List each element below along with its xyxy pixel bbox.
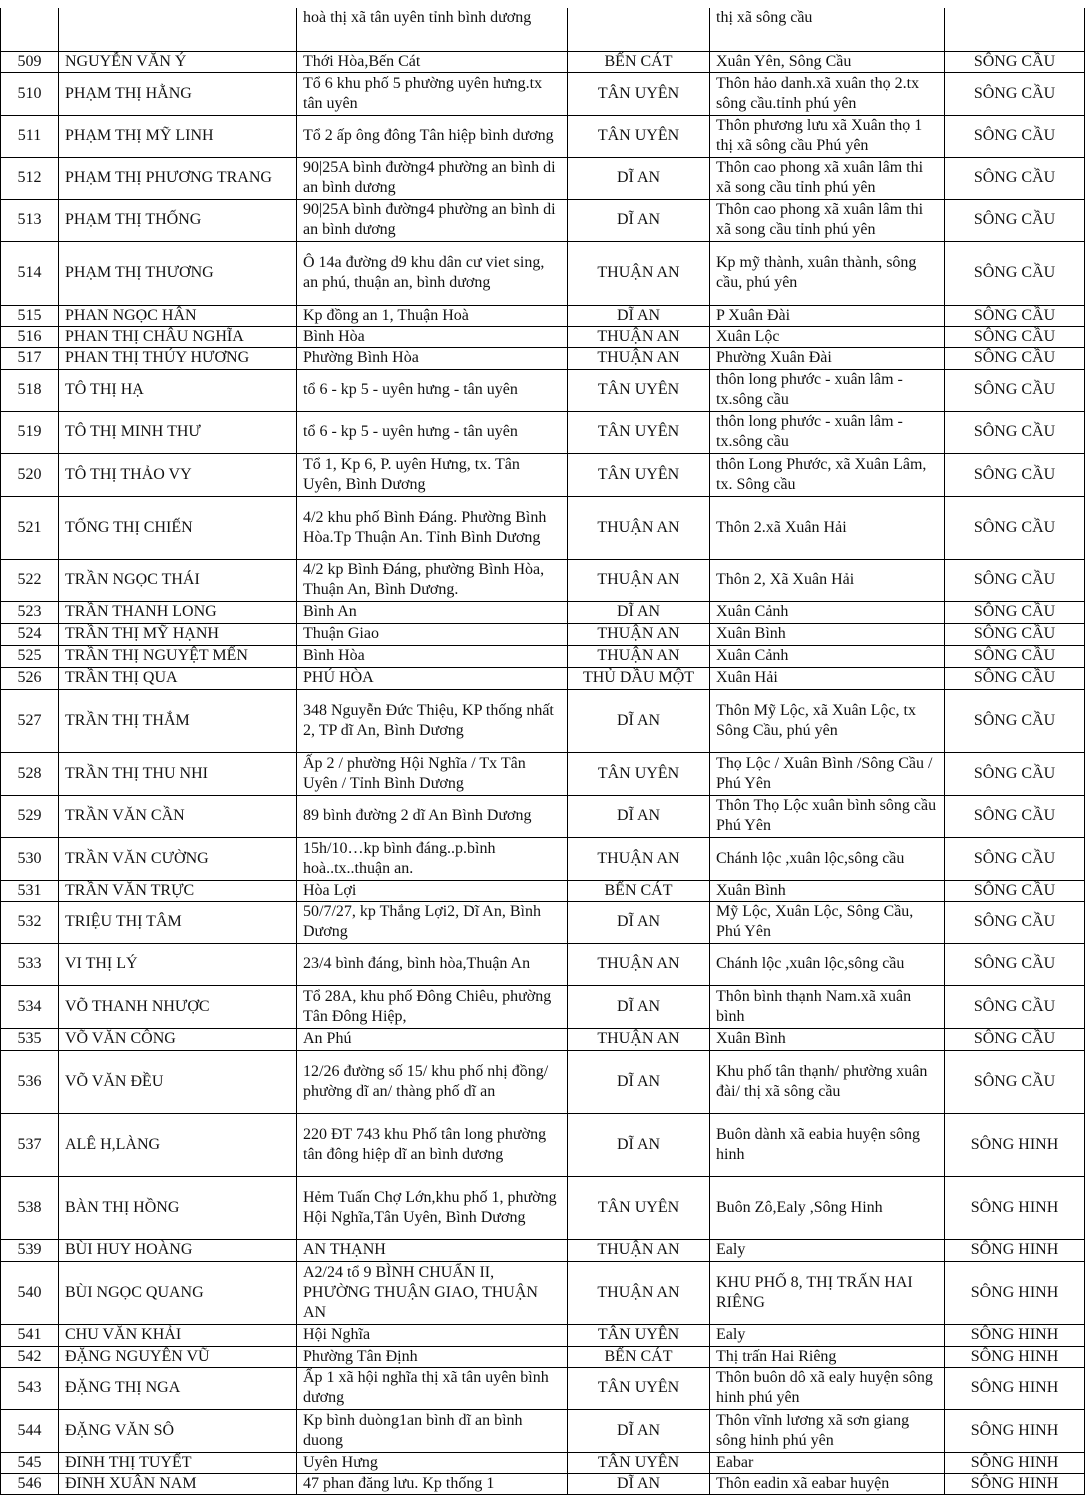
cell-current-address: Uyên Hưng — [297, 1452, 568, 1473]
cell-no: 529 — [1, 795, 59, 837]
cell-current-address: PHÚ HÒA — [297, 667, 568, 689]
cell-current-district: BẾN CÁT — [568, 1346, 710, 1367]
cell-name: TÔ THỊ MINH THƯ — [59, 411, 297, 453]
cell-current-district: TÂN UYÊN — [568, 1324, 710, 1346]
cell-current-address: 50/7/27, kp Thắng Lợi2, Dĩ An, Bình Dương — [297, 901, 568, 943]
cell-current-address: Hòa Lợi — [297, 880, 568, 901]
table-row — [1, 943, 1085, 985]
cell-name — [59, 8, 297, 51]
cell-home-district: SÔNG CẦU — [945, 157, 1085, 199]
table-row — [1, 667, 1085, 689]
cell-current-district: THUẬN AN — [568, 837, 710, 880]
cell-no — [1, 8, 59, 51]
cell-home-address: Ealy — [710, 1324, 945, 1346]
cell-home-address: Xuân Cảnh — [710, 601, 945, 623]
table-row — [1, 1261, 1085, 1324]
cell-current-district: TÂN UYÊN — [568, 1367, 710, 1409]
cell-current-address: Thuận Giao — [297, 623, 568, 645]
cell-current-address: tổ 6 - kp 5 - uyên hưng - tân uyên — [297, 411, 568, 453]
cell-home-address: Thôn 2, Xã Xuân Hải — [710, 559, 945, 601]
cell-current-district: DĨ AN — [568, 985, 710, 1028]
cell-home-address: P Xuân Đài — [710, 305, 945, 326]
cell-current-district: BẾN CÁT — [568, 51, 710, 72]
cell-home-address: Xuân Cảnh — [710, 645, 945, 667]
cell-no: 518 — [1, 369, 59, 411]
cell-current-district: THUẬN AN — [568, 1239, 710, 1261]
cell-current-address: 12/26 đường số 15/ khu phố nhị đồng/ phường dĩ an/ thàng phố dĩ an — [297, 1050, 568, 1113]
cell-name: TRIỆU THỊ TÂM — [59, 901, 297, 943]
cell-no: 535 — [1, 1028, 59, 1050]
cell-current-address: Ấp 1 xã hội nghĩa thị xã tân uyên bình dương — [297, 1367, 568, 1409]
table-row — [1, 1176, 1085, 1239]
cell-name: ĐINH THỊ TUYẾT — [59, 1452, 297, 1473]
table-row — [1, 752, 1085, 795]
cell-name: TRẦN THỊ NGUYỆT MẾN — [59, 645, 297, 667]
cell-current-address: Phường Bình Hòa — [297, 347, 568, 369]
cell-no: 542 — [1, 1346, 59, 1367]
table-row — [1, 880, 1085, 901]
cell-current-district: THUẬN AN — [568, 347, 710, 369]
cell-no: 516 — [1, 326, 59, 347]
cell-current-district: TÂN UYÊN — [568, 1176, 710, 1239]
cell-home-district: SÔNG CẦU — [945, 837, 1085, 880]
cell-no: 543 — [1, 1367, 59, 1409]
cell-name: BÀN THỊ HỒNG — [59, 1176, 297, 1239]
cell-home-district: SÔNG HINH — [945, 1409, 1085, 1452]
cell-home-address: Thị trấn Hai Riêng — [710, 1346, 945, 1367]
cell-home-address: Thôn Mỹ Lộc, xã Xuân Lộc, tx Sông Cầu, phú yên — [710, 689, 945, 752]
cell-name: CHU VĂN KHẢI — [59, 1324, 297, 1346]
table-row — [1, 305, 1085, 326]
cell-home-district: SÔNG CẦU — [945, 1028, 1085, 1050]
cell-home-address: Xuân Bình — [710, 1028, 945, 1050]
cell-current-district: TÂN UYÊN — [568, 115, 710, 157]
cell-name: TRẦN THỊ THẮM — [59, 689, 297, 752]
cell-home-address: Chánh lộc ,xuân lộc,sông cầu — [710, 943, 945, 985]
cell-home-address: Buôn Zô,Ealy ,Sông Hinh — [710, 1176, 945, 1239]
cell-current-address: Kp bình duòng1an bình dĩ an bình duong — [297, 1409, 568, 1452]
cell-no: 527 — [1, 689, 59, 752]
table-row — [1, 369, 1085, 411]
cell-current-district: THUẬN AN — [568, 1261, 710, 1324]
cell-current-address: hoà thị xã tân uyên tỉnh bình dương — [297, 8, 568, 51]
cell-current-district: THUẬN AN — [568, 943, 710, 985]
cell-current-district: DĨ AN — [568, 1050, 710, 1113]
cell-home-address: KHU PHỐ 8, THỊ TRẤN HAI RIÊNG — [710, 1261, 945, 1324]
cell-home-address: Thôn vĩnh lương xã sơn giang sông hinh phú yên — [710, 1409, 945, 1452]
cell-current-district: THUẬN AN — [568, 241, 710, 305]
cell-name: ĐẶNG VĂN SÔ — [59, 1409, 297, 1452]
cell-name: TRẦN VĂN CẦN — [59, 795, 297, 837]
table-row — [1, 1409, 1085, 1452]
cell-no: 546 — [1, 1473, 59, 1494]
cell-current-address: Phường Tân Định — [297, 1346, 568, 1367]
cell-home-address: Xuân Yên, Sông Cầu — [710, 51, 945, 72]
cell-name: TRẦN THANH LONG — [59, 601, 297, 623]
table-row — [1, 115, 1085, 157]
cell-current-district: DĨ AN — [568, 901, 710, 943]
cell-home-district: SÔNG CẦU — [945, 369, 1085, 411]
cell-no: 541 — [1, 1324, 59, 1346]
cell-no: 524 — [1, 623, 59, 645]
cell-name: TRẦN VĂN CƯỜNG — [59, 837, 297, 880]
cell-current-district: THUẬN AN — [568, 1028, 710, 1050]
table-row — [1, 689, 1085, 752]
cell-current-address: Ấp 2 / phường Hội Nghĩa / Tx Tân Uyên / Tỉnh Bình Dương — [297, 752, 568, 795]
cell-home-district: SÔNG CẦU — [945, 795, 1085, 837]
cell-current-address: Tổ 6 khu phố 5 phường uyên hưng.tx tân uyên — [297, 72, 568, 115]
cell-no: 537 — [1, 1113, 59, 1176]
cell-home-district: SÔNG HINH — [945, 1346, 1085, 1367]
cell-current-address: Bình An — [297, 601, 568, 623]
cell-no: 544 — [1, 1409, 59, 1452]
cell-current-district: TÂN UYÊN — [568, 72, 710, 115]
cell-name: TÔ THỊ THẢO VY — [59, 453, 297, 496]
cell-no: 526 — [1, 667, 59, 689]
cell-current-address: 90|25A bình đường4 phường an bình di an bình dương — [297, 199, 568, 241]
cell-home-address: Mỹ Lộc, Xuân Lộc, Sông Cầu, Phú Yên — [710, 901, 945, 943]
cell-no: 533 — [1, 943, 59, 985]
cell-current-district: THUẬN AN — [568, 623, 710, 645]
cell-current-district: DĨ AN — [568, 157, 710, 199]
cell-current-address: Bình Hòa — [297, 645, 568, 667]
cell-home-district: SÔNG CẦU — [945, 72, 1085, 115]
cell-current-district: TÂN UYÊN — [568, 752, 710, 795]
cell-current-district: DĨ AN — [568, 305, 710, 326]
table-row — [1, 1113, 1085, 1176]
cell-home-address: Phường Xuân Đài — [710, 347, 945, 369]
cell-no: 531 — [1, 880, 59, 901]
cell-current-address: 348 Nguyễn Đức Thiệu, KP thống nhất 2, TP dĩ An, Bình Dương — [297, 689, 568, 752]
cell-home-district: SÔNG CẦU — [945, 689, 1085, 752]
cell-no: 522 — [1, 559, 59, 601]
cell-current-district: TÂN UYÊN — [568, 1452, 710, 1473]
cell-name: PHẠM THỊ MỸ LINH — [59, 115, 297, 157]
cell-name: ĐẶNG NGUYÊN VŨ — [59, 1346, 297, 1367]
cell-home-address: Thôn hảo danh.xã xuân thọ 2.tx sông cầu.tỉnh phú yên — [710, 72, 945, 115]
cell-no: 510 — [1, 72, 59, 115]
cell-no: 520 — [1, 453, 59, 496]
cell-name: TRẦN NGỌC THÁI — [59, 559, 297, 601]
cell-no: 514 — [1, 241, 59, 305]
table-row — [1, 72, 1085, 115]
cell-no: 509 — [1, 51, 59, 72]
cell-no: 530 — [1, 837, 59, 880]
cell-current-district: DĨ AN — [568, 199, 710, 241]
cell-current-address: 4/2 kp Bình Đáng, phường Bình Hòa, Thuận An, Bình Dương. — [297, 559, 568, 601]
cell-home-district — [945, 8, 1085, 51]
cell-name: PHẠM THỊ PHƯƠNG TRANG — [59, 157, 297, 199]
cell-name: TRẦN THỊ QUA — [59, 667, 297, 689]
cell-home-address: Xuân Bình — [710, 880, 945, 901]
cell-name: PHẠM THỊ HẰNG — [59, 72, 297, 115]
cell-home-district: SÔNG CẦU — [945, 496, 1085, 559]
cell-current-address: Tổ 1, Kp 6, P. uyên Hưng, tx. Tân Uyên, Bình Dương — [297, 453, 568, 496]
cell-home-district: SÔNG CẦU — [945, 411, 1085, 453]
table-row — [1, 837, 1085, 880]
cell-home-address: Xuân Lộc — [710, 326, 945, 347]
cell-home-district: SÔNG HINH — [945, 1113, 1085, 1176]
cell-no: 539 — [1, 1239, 59, 1261]
cell-current-district: THUẬN AN — [568, 559, 710, 601]
cell-name: PHẠM THỊ THỐNG — [59, 199, 297, 241]
table-row — [1, 601, 1085, 623]
table-row — [1, 1367, 1085, 1409]
cell-no: 525 — [1, 645, 59, 667]
cell-home-address: Xuân Hải — [710, 667, 945, 689]
cell-no: 536 — [1, 1050, 59, 1113]
cell-home-district: SÔNG HINH — [945, 1324, 1085, 1346]
cell-home-address: Thôn phương lưu xã Xuân thọ 1 thị xã sông cầu Phú yên — [710, 115, 945, 157]
cell-current-address: Tổ 2 ấp ông đông Tân hiệp bình dương — [297, 115, 568, 157]
cell-home-district: SÔNG CẦU — [945, 985, 1085, 1028]
cell-home-district: SÔNG CẦU — [945, 1050, 1085, 1113]
cell-current-address: 220 ĐT 743 khu Phố tân long phường tân đông hiệp dĩ an bình dương — [297, 1113, 568, 1176]
table-row — [1, 559, 1085, 601]
cell-home-address: Kp mỹ thành, xuân thành, sông cầu, phú yên — [710, 241, 945, 305]
cell-no: 515 — [1, 305, 59, 326]
cell-home-address: Thôn buôn dô xã ealy huyện sông hinh phú yên — [710, 1367, 945, 1409]
cell-current-district: DĨ AN — [568, 601, 710, 623]
cell-current-district: DĨ AN — [568, 689, 710, 752]
cell-home-address: Xuân Bình — [710, 623, 945, 645]
cell-home-address: Eabar — [710, 1452, 945, 1473]
cell-no: 512 — [1, 157, 59, 199]
cell-home-address: Thôn cao phong xã xuân lâm thi xã song cầu tỉnh phú yên — [710, 157, 945, 199]
cell-name: PHAN THỊ CHÂU NGHĨA — [59, 326, 297, 347]
cell-home-address: Chánh lộc ,xuân lộc,sông cầu — [710, 837, 945, 880]
table-row — [1, 795, 1085, 837]
cell-home-district: SÔNG HINH — [945, 1452, 1085, 1473]
cell-current-district: THUẬN AN — [568, 326, 710, 347]
cell-name: VÕ VĂN ĐỀU — [59, 1050, 297, 1113]
cell-no: 513 — [1, 199, 59, 241]
cell-home-district: SÔNG CẦU — [945, 347, 1085, 369]
cell-name: ĐẶNG THỊ NGA — [59, 1367, 297, 1409]
cell-no: 511 — [1, 115, 59, 157]
cell-home-address: Khu phố tân thạnh/ phường xuân đài/ thị xã sông cầu — [710, 1050, 945, 1113]
worker-list-table — [0, 8, 1085, 1495]
cell-home-address: Buôn dành xã eabia huyện sông hinh — [710, 1113, 945, 1176]
cell-current-address: A2/24 tổ 9 BÌNH CHUẨN II, PHƯỜNG THUẬN GIAO, THUẬN AN — [297, 1261, 568, 1324]
cell-current-address: 89 bình đường 2 dĩ An Bình Dương — [297, 795, 568, 837]
cell-home-district: SÔNG CẦU — [945, 115, 1085, 157]
table-row — [1, 1473, 1085, 1494]
table-row — [1, 1324, 1085, 1346]
cell-home-district: SÔNG CẦU — [945, 645, 1085, 667]
cell-home-district: SÔNG CẦU — [945, 305, 1085, 326]
cell-no: 534 — [1, 985, 59, 1028]
cell-home-address: thị xã sông cầu — [710, 8, 945, 51]
cell-name: PHAN THỊ THÚY HƯƠNG — [59, 347, 297, 369]
cell-current-address: AN THẠNH — [297, 1239, 568, 1261]
table-row — [1, 199, 1085, 241]
cell-name: TRẦN VĂN TRỰC — [59, 880, 297, 901]
cell-no: 523 — [1, 601, 59, 623]
cell-name: ALÊ H,LÀNG — [59, 1113, 297, 1176]
cell-current-address: Hẻm Tuấn Chợ Lớn,khu phố 1, phường Hội Nghĩa,Tân Uyên, Bình Dương — [297, 1176, 568, 1239]
cell-home-district: SÔNG CẦU — [945, 901, 1085, 943]
cell-no: 545 — [1, 1452, 59, 1473]
cell-home-address: Thôn eadin xã eabar huyện — [710, 1473, 945, 1494]
cell-home-district: SÔNG CẦU — [945, 880, 1085, 901]
cell-name: TỐNG THỊ CHIẾN — [59, 496, 297, 559]
table-row — [1, 645, 1085, 667]
cell-current-district: DĨ AN — [568, 1113, 710, 1176]
cell-no: 521 — [1, 496, 59, 559]
cell-home-address: Ealy — [710, 1239, 945, 1261]
cell-home-address: Thôn bình thạnh Nam.xã xuân bình — [710, 985, 945, 1028]
table-row — [1, 51, 1085, 72]
cell-home-address: Thọ Lộc / Xuân Bình /Sông Cầu / Phú Yên — [710, 752, 945, 795]
cell-current-address: 15h/10…kp bình đáng..p.bình hoà..tx..thuận an. — [297, 837, 568, 880]
cell-current-address: Thới Hòa,Bến Cát — [297, 51, 568, 72]
cell-home-district: SÔNG CẦU — [945, 51, 1085, 72]
cell-current-address: 90|25A bình đường4 phường an bình di an bình dương — [297, 157, 568, 199]
cell-current-address: 23/4 bình đáng, bình hòa,Thuận An — [297, 943, 568, 985]
cell-current-district: TÂN UYÊN — [568, 453, 710, 496]
cell-current-district: TÂN UYÊN — [568, 369, 710, 411]
cell-name: TRẦN THỊ THU NHI — [59, 752, 297, 795]
table-row — [1, 1239, 1085, 1261]
cell-home-district: SÔNG CẦU — [945, 326, 1085, 347]
table-row — [1, 623, 1085, 645]
cell-no: 532 — [1, 901, 59, 943]
cell-home-district: SÔNG CẦU — [945, 241, 1085, 305]
document-page — [0, 8, 1088, 1495]
cell-home-district: SÔNG CẦU — [945, 601, 1085, 623]
cell-name: PHAN NGỌC HÂN — [59, 305, 297, 326]
table-row — [1, 901, 1085, 943]
cell-name: BÙI HUY HOÀNG — [59, 1239, 297, 1261]
cell-home-district: SÔNG CẦU — [945, 199, 1085, 241]
cell-name: VÕ VĂN CÔNG — [59, 1028, 297, 1050]
cell-current-address: An Phú — [297, 1028, 568, 1050]
cell-name: TRẦN THỊ MỸ HẠNH — [59, 623, 297, 645]
cell-no: 538 — [1, 1176, 59, 1239]
cell-name: TÔ THỊ HẠ — [59, 369, 297, 411]
cell-current-address: Bình Hòa — [297, 326, 568, 347]
table-row — [1, 347, 1085, 369]
cell-current-district: THUẬN AN — [568, 645, 710, 667]
cell-name: PHẠM THỊ THƯƠNG — [59, 241, 297, 305]
cell-current-address: Hội Nghĩa — [297, 1324, 568, 1346]
table-row — [1, 326, 1085, 347]
cell-current-district: TÂN UYÊN — [568, 411, 710, 453]
cell-home-address: Thôn Thọ Lộc xuân bình sông cầu Phú Yên — [710, 795, 945, 837]
cell-current-address: 4/2 khu phố Bình Đáng. Phường Bình Hòa.Tp Thuận An. Tỉnh Bình Dương — [297, 496, 568, 559]
cell-name: ĐINH XUÂN NAM — [59, 1473, 297, 1494]
cell-current-address: tổ 6 - kp 5 - uyên hưng - tân uyên — [297, 369, 568, 411]
cell-home-district: SÔNG CẦU — [945, 667, 1085, 689]
table-row-continuation — [1, 8, 1085, 51]
table-row — [1, 1028, 1085, 1050]
cell-name: VÕ THANH NHƯỢC — [59, 985, 297, 1028]
cell-home-address: Thôn 2.xã Xuân Hải — [710, 496, 945, 559]
cell-current-district: DĨ AN — [568, 1409, 710, 1452]
cell-current-address: 47 phan đăng lưu. Kp thống 1 — [297, 1473, 568, 1494]
cell-home-address: thôn long phước - xuân lâm - tx.sông cầu — [710, 411, 945, 453]
cell-current-address: Tổ 28A, khu phố Đông Chiêu, phường Tân Đông Hiệp, — [297, 985, 568, 1028]
table-row — [1, 1050, 1085, 1113]
table-row — [1, 496, 1085, 559]
cell-home-address: thôn long phước - xuân lâm - tx.sông cầu — [710, 369, 945, 411]
cell-name: NGUYỄN VĂN Ý — [59, 51, 297, 72]
table-row — [1, 411, 1085, 453]
table-row — [1, 1452, 1085, 1473]
cell-home-district: SÔNG HINH — [945, 1473, 1085, 1494]
cell-current-district: THỦ DẦU MỘT — [568, 667, 710, 689]
table-row — [1, 157, 1085, 199]
cell-current-address: Kp đồng an 1, Thuận Hoà — [297, 305, 568, 326]
cell-current-district: BẾN CÁT — [568, 880, 710, 901]
cell-current-address: Ô 14a đường d9 khu dân cư viet sing, an phú, thuận an, bình dương — [297, 241, 568, 305]
cell-home-district: SÔNG HINH — [945, 1261, 1085, 1324]
cell-home-district: SÔNG CẦU — [945, 559, 1085, 601]
cell-home-district: SÔNG CẦU — [945, 623, 1085, 645]
table-row — [1, 985, 1085, 1028]
table-row — [1, 1346, 1085, 1367]
cell-no: 519 — [1, 411, 59, 453]
cell-home-district: SÔNG CẦU — [945, 943, 1085, 985]
cell-no: 517 — [1, 347, 59, 369]
cell-name: BÙI NGỌC QUANG — [59, 1261, 297, 1324]
cell-current-district: DĨ AN — [568, 1473, 710, 1494]
table-row — [1, 453, 1085, 496]
table-row — [1, 241, 1085, 305]
cell-current-district — [568, 8, 710, 51]
cell-current-district: DĨ AN — [568, 795, 710, 837]
cell-home-district: SÔNG HINH — [945, 1367, 1085, 1409]
cell-home-address: Thôn cao phong xã xuân lâm thi xã song cầu tỉnh phú yên — [710, 199, 945, 241]
cell-name: VI THỊ LÝ — [59, 943, 297, 985]
cell-home-district: SÔNG HINH — [945, 1176, 1085, 1239]
cell-current-district: THUẬN AN — [568, 496, 710, 559]
cell-home-address: thôn Long Phước, xã Xuân Lâm, tx. Sông cầu — [710, 453, 945, 496]
cell-home-district: SÔNG CẦU — [945, 453, 1085, 496]
cell-no: 540 — [1, 1261, 59, 1324]
cell-no: 528 — [1, 752, 59, 795]
table-body — [1, 8, 1085, 1494]
cell-home-district: SÔNG CẦU — [945, 752, 1085, 795]
cell-home-district: SÔNG HINH — [945, 1239, 1085, 1261]
